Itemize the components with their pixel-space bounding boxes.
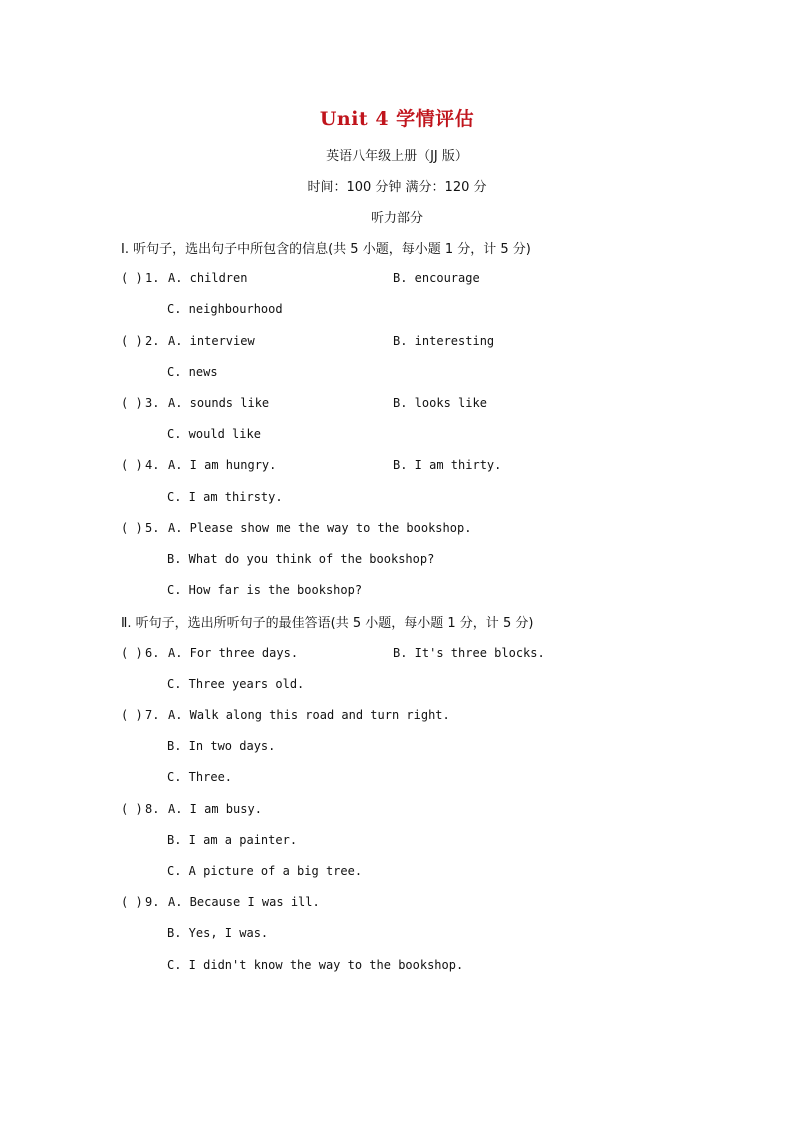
option-c: C. would like	[167, 427, 261, 441]
option-a: A. Because I was ill.	[168, 895, 320, 909]
question-row	[121, 646, 721, 666]
option-a: A. children	[168, 271, 248, 285]
option-c: C. A picture of a big tree.	[167, 864, 363, 878]
option-b: B. I am thirty.	[393, 458, 502, 472]
answer-blank: ( )	[121, 895, 143, 909]
answer-blank: ( )	[121, 802, 143, 816]
section-heading-1: Ⅰ. 听句子，选出句子中所包含的信息(共 5 小题，每小题 1 分，计 5 分)	[121, 242, 531, 257]
option-c: C. How far is the bookshop?	[167, 583, 363, 597]
question-number: 4.	[145, 458, 160, 472]
answer-blank: ( )	[121, 521, 143, 535]
question-number: 1.	[145, 271, 160, 285]
question-row	[121, 521, 721, 541]
question-number: 8.	[145, 802, 160, 816]
question-number: 6.	[145, 646, 160, 660]
option-c: C. Three years old.	[167, 677, 305, 691]
option-a: A. interview	[168, 334, 255, 348]
option-a: A. I am hungry.	[168, 458, 277, 472]
question-number: 5.	[145, 521, 160, 535]
answer-blank: ( )	[121, 458, 143, 472]
option-c: C. I am thirsty.	[167, 490, 283, 504]
question-number: 2.	[145, 334, 160, 348]
option-a: A. I am busy.	[168, 802, 262, 816]
answer-blank: ( )	[121, 334, 143, 348]
option-c: C. Three.	[167, 770, 233, 784]
question-row	[121, 708, 721, 728]
option-b: B. What do you think of the bookshop?	[167, 552, 435, 566]
question-row	[121, 334, 721, 354]
option-b: B. I am a painter.	[167, 833, 298, 847]
question-number: 3.	[145, 396, 160, 410]
question-row	[121, 271, 721, 291]
answer-blank: ( )	[121, 396, 143, 410]
option-a: A. sounds like	[168, 396, 270, 410]
question-row	[121, 802, 721, 822]
option-c: C. neighbourhood	[167, 302, 283, 316]
option-a: A. Walk along this road and turn right.	[168, 708, 450, 722]
option-a: A. Please show me the way to the bookshop.	[168, 521, 472, 535]
question-row	[121, 895, 721, 915]
option-b: B. encourage	[393, 271, 480, 285]
page-title: Unit 4 学情评估	[319, 108, 475, 130]
section-heading-2: Ⅱ. 听句子，选出所听句子的最佳答语(共 5 小题，每小题 1 分，计 5 分)	[121, 616, 534, 631]
exam-info: 时间：100 分钟 满分：120 分	[307, 180, 487, 195]
option-b: B. looks like	[393, 396, 487, 410]
answer-blank: ( )	[121, 708, 143, 722]
option-b: B. In two days.	[167, 739, 276, 753]
question-row	[121, 396, 721, 416]
exam-subtitle: 英语八年级上册（JJ 版）	[326, 149, 468, 164]
question-number: 7.	[145, 708, 160, 722]
option-b: B. It's three blocks.	[393, 646, 545, 660]
question-row	[121, 458, 721, 478]
question-number: 9.	[145, 895, 160, 909]
answer-blank: ( )	[121, 271, 143, 285]
answer-blank: ( )	[121, 646, 143, 660]
option-c: C. news	[167, 365, 218, 379]
option-c: C. I didn't know the way to the bookshop.	[167, 958, 464, 972]
option-b: B. interesting	[393, 334, 495, 348]
option-b: B. Yes, I was.	[167, 926, 269, 940]
option-a: A. For three days.	[168, 646, 299, 660]
part-heading: 听力部分	[370, 211, 423, 226]
